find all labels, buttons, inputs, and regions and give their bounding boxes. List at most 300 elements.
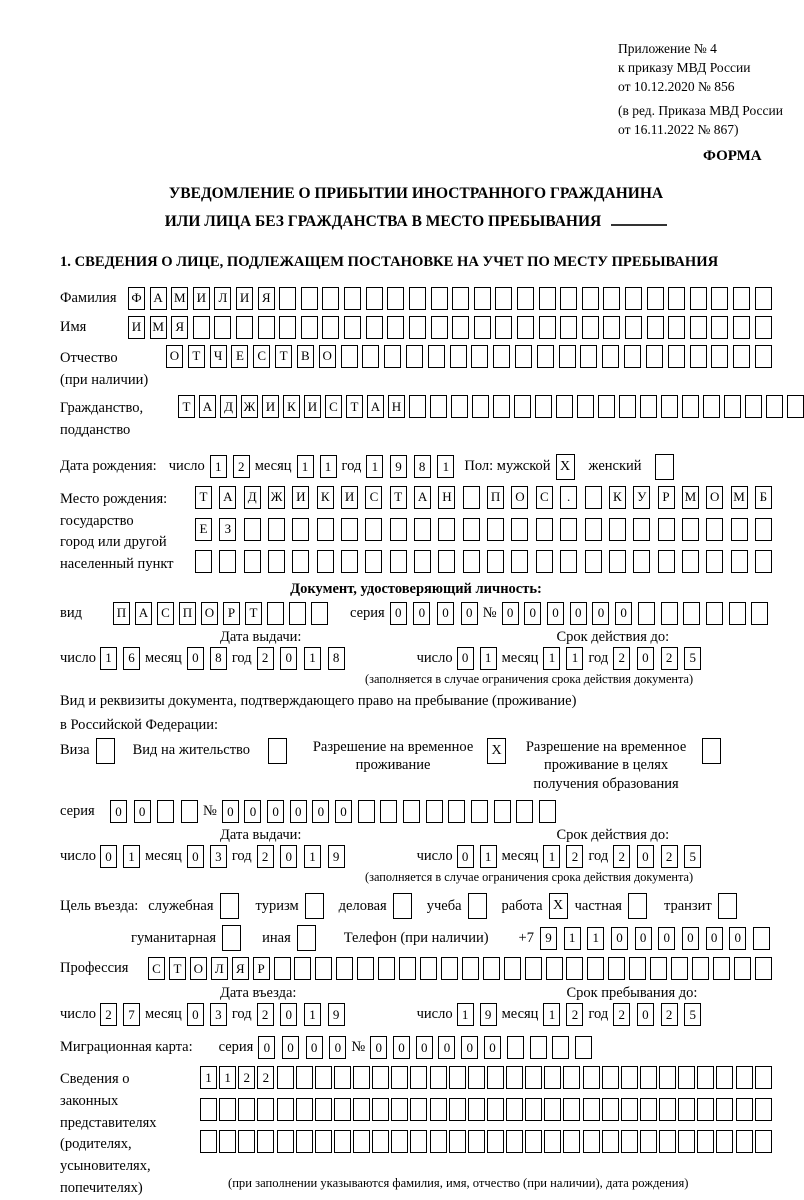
char-cell[interactable] (711, 345, 728, 368)
char-cell[interactable] (733, 287, 750, 310)
char-cell[interactable]: 0 (437, 602, 454, 625)
char-cell[interactable] (414, 518, 431, 541)
char-cell[interactable]: 1 (297, 455, 314, 478)
char-cell[interactable] (468, 1098, 485, 1121)
char-cell[interactable]: И (236, 287, 253, 310)
char-cell[interactable] (621, 1130, 638, 1153)
char-cell[interactable] (294, 957, 311, 980)
char-cell[interactable]: З (219, 518, 236, 541)
char-cell[interactable] (181, 800, 198, 823)
char-cell[interactable]: 2 (257, 647, 274, 670)
char-cell[interactable] (474, 316, 491, 339)
char-cell[interactable]: О (190, 957, 207, 980)
char-cell[interactable] (736, 1098, 753, 1121)
char-cell[interactable]: Т (188, 345, 205, 368)
char-cell[interactable] (317, 518, 334, 541)
char-cell[interactable] (506, 1098, 523, 1121)
char-cell[interactable] (659, 1098, 676, 1121)
char-cell[interactable]: 8 (210, 647, 227, 670)
char-cell[interactable] (619, 395, 636, 418)
visa-checkbox[interactable] (96, 738, 115, 764)
purpose-tourism-checkbox[interactable] (305, 893, 324, 919)
char-cell[interactable] (640, 1130, 657, 1153)
char-cell[interactable] (682, 550, 699, 573)
char-cell[interactable] (449, 1098, 466, 1121)
char-cell[interactable] (430, 1098, 447, 1121)
char-cell[interactable] (296, 1098, 313, 1121)
char-cell[interactable] (733, 316, 750, 339)
char-cell[interactable]: Р (223, 602, 240, 625)
char-cell[interactable] (678, 1130, 695, 1153)
entry-year-cells[interactable] (257, 1003, 345, 1026)
char-cell[interactable]: 1 (587, 927, 604, 950)
char-cell[interactable] (602, 1098, 619, 1121)
char-cell[interactable] (289, 602, 306, 625)
char-cell[interactable] (391, 1066, 408, 1089)
char-cell[interactable]: 0 (258, 1036, 275, 1059)
char-cell[interactable]: 1 (219, 1066, 236, 1089)
char-cell[interactable] (711, 287, 728, 310)
char-cell[interactable] (603, 316, 620, 339)
res-series-cells[interactable] (110, 800, 198, 823)
char-cell[interactable]: 0 (290, 800, 307, 823)
res-valid-year-cells[interactable] (613, 845, 701, 868)
char-cell[interactable] (658, 550, 675, 573)
char-cell[interactable] (755, 957, 772, 980)
char-cell[interactable]: 0 (329, 1036, 346, 1059)
char-cell[interactable] (430, 395, 447, 418)
char-cell[interactable] (236, 316, 253, 339)
char-cell[interactable]: С (365, 486, 382, 509)
char-cell[interactable] (585, 518, 602, 541)
char-cell[interactable] (451, 395, 468, 418)
char-cell[interactable] (755, 345, 772, 368)
stay-year-cells[interactable] (613, 1003, 701, 1026)
char-cell[interactable] (511, 550, 528, 573)
char-cell[interactable]: 2 (661, 647, 678, 670)
char-cell[interactable]: А (367, 395, 384, 418)
char-cell[interactable] (384, 345, 401, 368)
char-cell[interactable]: 2 (613, 1003, 630, 1026)
char-cell[interactable] (471, 800, 488, 823)
char-cell[interactable] (410, 1098, 427, 1121)
char-cell[interactable] (731, 518, 748, 541)
res-issue-year-cells[interactable] (257, 845, 345, 868)
char-cell[interactable]: М (150, 316, 167, 339)
char-cell[interactable] (609, 518, 626, 541)
char-cell[interactable] (430, 1066, 447, 1089)
char-cell[interactable] (621, 1098, 638, 1121)
char-cell[interactable] (353, 1066, 370, 1089)
char-cell[interactable]: 6 (123, 647, 140, 670)
char-cell[interactable] (609, 550, 626, 573)
char-cell[interactable] (366, 316, 383, 339)
char-cell[interactable]: 2 (566, 845, 583, 868)
char-cell[interactable] (661, 395, 678, 418)
char-cell[interactable] (193, 316, 210, 339)
char-cell[interactable] (410, 1130, 427, 1153)
char-cell[interactable]: 0 (413, 602, 430, 625)
char-cell[interactable]: 0 (658, 927, 675, 950)
char-cell[interactable] (659, 1130, 676, 1153)
char-cell[interactable] (334, 1098, 351, 1121)
char-cell[interactable] (583, 1098, 600, 1121)
char-cell[interactable] (274, 957, 291, 980)
char-cell[interactable] (563, 1098, 580, 1121)
char-cell[interactable]: Т (195, 486, 212, 509)
birth-year-cells[interactable] (366, 455, 454, 478)
char-cell[interactable]: А (150, 287, 167, 310)
char-cell[interactable]: В (297, 345, 314, 368)
char-cell[interactable]: Т (245, 602, 262, 625)
char-cell[interactable] (495, 287, 512, 310)
checkbox-cell[interactable]: X (556, 454, 575, 480)
char-cell[interactable] (650, 957, 667, 980)
char-cell[interactable] (258, 316, 275, 339)
char-cell[interactable] (366, 287, 383, 310)
char-cell[interactable] (633, 518, 650, 541)
char-cell[interactable]: 2 (238, 1066, 255, 1089)
char-cell[interactable]: 9 (328, 845, 345, 868)
char-cell[interactable] (487, 1066, 504, 1089)
char-cell[interactable] (646, 345, 663, 368)
char-cell[interactable] (157, 800, 174, 823)
char-cell[interactable]: А (414, 486, 431, 509)
char-cell[interactable]: 8 (414, 455, 431, 478)
char-cell[interactable] (322, 287, 339, 310)
char-cell[interactable] (406, 345, 423, 368)
char-cell[interactable]: 0 (312, 800, 329, 823)
char-cell[interactable]: 0 (267, 800, 284, 823)
char-cell[interactable]: 3 (210, 845, 227, 868)
entry-day-cells[interactable] (100, 1003, 140, 1026)
char-cell[interactable] (279, 287, 296, 310)
char-cell[interactable]: 9 (480, 1003, 497, 1026)
checkbox-cell[interactable] (655, 454, 674, 480)
char-cell[interactable] (257, 1098, 274, 1121)
char-cell[interactable] (219, 1130, 236, 1153)
char-cell[interactable]: О (166, 345, 183, 368)
char-cell[interactable]: 1 (304, 845, 321, 868)
char-cell[interactable] (560, 287, 577, 310)
doc-valid-month-cells[interactable] (543, 647, 583, 670)
char-cell[interactable] (598, 395, 615, 418)
char-cell[interactable] (409, 287, 426, 310)
char-cell[interactable]: 2 (100, 1003, 117, 1026)
char-cell[interactable]: 0 (637, 845, 654, 868)
residence-permit-checkbox[interactable] (268, 738, 287, 764)
char-cell[interactable]: 1 (437, 455, 454, 478)
mig-number-cells[interactable] (370, 1036, 592, 1059)
char-cell[interactable] (577, 395, 594, 418)
char-cell[interactable] (449, 1066, 466, 1089)
surname-cells[interactable] (128, 287, 772, 310)
char-cell[interactable] (474, 287, 491, 310)
char-cell[interactable]: 0 (635, 927, 652, 950)
char-cell[interactable] (602, 1066, 619, 1089)
purpose-transit-checkbox[interactable] (718, 893, 737, 919)
purpose-humanitarian-checkbox[interactable] (222, 925, 241, 951)
char-cell[interactable]: 9 (540, 927, 557, 950)
char-cell[interactable]: О (706, 486, 723, 509)
char-cell[interactable] (640, 1098, 657, 1121)
char-cell[interactable] (787, 395, 804, 418)
char-cell[interactable]: 9 (390, 455, 407, 478)
char-cell[interactable] (537, 345, 554, 368)
char-cell[interactable] (219, 1098, 236, 1121)
sex-female-checkbox[interactable] (655, 454, 674, 480)
char-cell[interactable] (244, 518, 261, 541)
char-cell[interactable] (506, 1066, 523, 1089)
char-cell[interactable]: Т (169, 957, 186, 980)
char-cell[interactable]: 0 (187, 647, 204, 670)
checkbox-cell[interactable] (718, 893, 737, 919)
char-cell[interactable]: И (341, 486, 358, 509)
char-cell[interactable] (583, 1130, 600, 1153)
char-cell[interactable]: И (292, 486, 309, 509)
char-cell[interactable]: 1 (457, 1003, 474, 1026)
char-cell[interactable]: 0 (484, 1036, 501, 1059)
char-cell[interactable] (544, 1098, 561, 1121)
char-cell[interactable] (566, 957, 583, 980)
char-cell[interactable] (487, 518, 504, 541)
char-cell[interactable] (713, 957, 730, 980)
char-cell[interactable]: 0 (187, 1003, 204, 1026)
char-cell[interactable] (755, 1066, 772, 1089)
char-cell[interactable] (560, 316, 577, 339)
res-valid-month-cells[interactable] (543, 845, 583, 868)
char-cell[interactable] (391, 1098, 408, 1121)
char-cell[interactable] (372, 1098, 389, 1121)
char-cell[interactable]: 2 (257, 1003, 274, 1026)
char-cell[interactable] (462, 957, 479, 980)
char-cell[interactable] (668, 287, 685, 310)
res-issue-day-cells[interactable] (100, 845, 140, 868)
char-cell[interactable] (516, 800, 533, 823)
char-cell[interactable] (703, 395, 720, 418)
char-cell[interactable] (315, 1066, 332, 1089)
char-cell[interactable] (585, 550, 602, 573)
char-cell[interactable]: Е (231, 345, 248, 368)
char-cell[interactable] (582, 287, 599, 310)
char-cell[interactable] (403, 800, 420, 823)
char-cell[interactable]: 0 (244, 800, 261, 823)
doc-valid-year-cells[interactable] (613, 647, 701, 670)
char-cell[interactable] (755, 287, 772, 310)
char-cell[interactable]: 1 (543, 845, 560, 868)
char-cell[interactable]: 0 (637, 1003, 654, 1026)
checkbox-cell[interactable]: X (549, 893, 568, 919)
char-cell[interactable]: О (319, 345, 336, 368)
char-cell[interactable] (697, 1130, 714, 1153)
char-cell[interactable]: П (179, 602, 196, 625)
char-cell[interactable]: 1 (564, 927, 581, 950)
char-cell[interactable]: 0 (110, 800, 127, 823)
char-cell[interactable] (668, 316, 685, 339)
char-cell[interactable]: К (317, 486, 334, 509)
char-cell[interactable]: 0 (611, 927, 628, 950)
char-cell[interactable]: 1 (210, 455, 227, 478)
char-cell[interactable] (468, 1066, 485, 1089)
char-cell[interactable] (706, 550, 723, 573)
char-cell[interactable] (238, 1130, 255, 1153)
char-cell[interactable] (341, 518, 358, 541)
char-cell[interactable] (539, 800, 556, 823)
char-cell[interactable] (560, 550, 577, 573)
char-cell[interactable]: 0 (335, 800, 352, 823)
char-cell[interactable] (640, 395, 657, 418)
char-cell[interactable] (658, 518, 675, 541)
char-cell[interactable]: У (633, 486, 650, 509)
char-cell[interactable] (257, 1130, 274, 1153)
representatives-cells-row3[interactable] (200, 1130, 772, 1153)
char-cell[interactable]: 0 (524, 602, 541, 625)
char-cell[interactable]: Ж (241, 395, 258, 418)
char-cell[interactable] (357, 957, 374, 980)
char-cell[interactable] (353, 1130, 370, 1153)
char-cell[interactable] (556, 395, 573, 418)
char-cell[interactable]: О (511, 486, 528, 509)
char-cell[interactable]: 7 (123, 1003, 140, 1026)
char-cell[interactable]: 0 (457, 647, 474, 670)
char-cell[interactable] (315, 1130, 332, 1153)
char-cell[interactable] (268, 518, 285, 541)
name-cells[interactable] (128, 316, 772, 339)
char-cell[interactable] (755, 518, 772, 541)
char-cell[interactable] (277, 1098, 294, 1121)
char-cell[interactable]: 0 (457, 845, 474, 868)
char-cell[interactable]: И (262, 395, 279, 418)
char-cell[interactable] (336, 957, 353, 980)
checkbox-cell[interactable]: X (487, 738, 506, 764)
char-cell[interactable] (585, 486, 602, 509)
char-cell[interactable] (296, 1066, 313, 1089)
char-cell[interactable]: 0 (461, 1036, 478, 1059)
char-cell[interactable]: А (135, 602, 152, 625)
char-cell[interactable] (560, 518, 577, 541)
char-cell[interactable] (536, 518, 553, 541)
doc-type-cells[interactable] (113, 602, 328, 625)
char-cell[interactable]: И (304, 395, 321, 418)
char-cell[interactable] (362, 345, 379, 368)
char-cell[interactable]: 2 (613, 647, 630, 670)
char-cell[interactable]: 1 (320, 455, 337, 478)
char-cell[interactable] (682, 518, 699, 541)
char-cell[interactable] (452, 287, 469, 310)
char-cell[interactable] (525, 1066, 542, 1089)
char-cell[interactable] (661, 602, 678, 625)
doc-issue-year-cells[interactable] (257, 647, 345, 670)
char-cell[interactable]: С (253, 345, 270, 368)
char-cell[interactable] (633, 550, 650, 573)
char-cell[interactable] (463, 518, 480, 541)
char-cell[interactable] (428, 345, 445, 368)
char-cell[interactable] (430, 1130, 447, 1153)
char-cell[interactable]: 0 (370, 1036, 387, 1059)
representatives-cells-row1[interactable] (200, 1066, 772, 1089)
char-cell[interactable] (678, 1098, 695, 1121)
char-cell[interactable] (301, 316, 318, 339)
char-cell[interactable] (279, 316, 296, 339)
char-cell[interactable] (525, 1130, 542, 1153)
char-cell[interactable] (200, 1098, 217, 1121)
char-cell[interactable] (621, 1066, 638, 1089)
char-cell[interactable] (487, 550, 504, 573)
birthplace-cells-row1[interactable] (195, 486, 772, 509)
edu-residence-checkbox[interactable] (702, 738, 721, 764)
char-cell[interactable]: 2 (257, 1066, 274, 1089)
char-cell[interactable] (494, 800, 511, 823)
char-cell[interactable]: Т (346, 395, 363, 418)
purpose-business-checkbox[interactable] (393, 893, 412, 919)
char-cell[interactable] (448, 800, 465, 823)
char-cell[interactable] (716, 1098, 733, 1121)
char-cell[interactable]: Ч (210, 345, 227, 368)
char-cell[interactable] (517, 316, 534, 339)
char-cell[interactable] (602, 1130, 619, 1153)
char-cell[interactable]: 0 (100, 845, 117, 868)
char-cell[interactable]: Я (258, 287, 275, 310)
char-cell[interactable] (292, 518, 309, 541)
char-cell[interactable] (697, 1098, 714, 1121)
char-cell[interactable]: П (487, 486, 504, 509)
char-cell[interactable]: Р (253, 957, 270, 980)
char-cell[interactable] (390, 550, 407, 573)
char-cell[interactable] (580, 345, 597, 368)
char-cell[interactable] (410, 1066, 427, 1089)
checkbox-cell[interactable] (468, 893, 487, 919)
char-cell[interactable] (344, 287, 361, 310)
char-cell[interactable]: К (283, 395, 300, 418)
char-cell[interactable] (659, 1066, 676, 1089)
entry-month-cells[interactable] (187, 1003, 227, 1026)
char-cell[interactable] (711, 316, 728, 339)
char-cell[interactable] (515, 345, 532, 368)
char-cell[interactable]: Д (220, 395, 237, 418)
doc-series-cells[interactable] (390, 602, 478, 625)
char-cell[interactable]: 1 (200, 1066, 217, 1089)
char-cell[interactable]: 1 (480, 647, 497, 670)
char-cell[interactable] (587, 957, 604, 980)
purpose-work-checkbox[interactable] (549, 893, 568, 919)
char-cell[interactable] (277, 1130, 294, 1153)
char-cell[interactable] (426, 800, 443, 823)
char-cell[interactable]: 0 (682, 927, 699, 950)
char-cell[interactable] (387, 287, 404, 310)
char-cell[interactable] (399, 957, 416, 980)
char-cell[interactable] (452, 316, 469, 339)
purpose-study-checkbox[interactable] (468, 893, 487, 919)
char-cell[interactable]: 0 (280, 845, 297, 868)
char-cell[interactable]: 2 (661, 1003, 678, 1026)
char-cell[interactable] (468, 1130, 485, 1153)
char-cell[interactable] (277, 1066, 294, 1089)
char-cell[interactable] (668, 345, 685, 368)
char-cell[interactable] (745, 395, 762, 418)
char-cell[interactable]: 3 (210, 1003, 227, 1026)
char-cell[interactable] (438, 550, 455, 573)
char-cell[interactable] (731, 550, 748, 573)
char-cell[interactable] (625, 316, 642, 339)
char-cell[interactable] (546, 957, 563, 980)
char-cell[interactable] (603, 287, 620, 310)
char-cell[interactable] (733, 345, 750, 368)
char-cell[interactable] (507, 1036, 524, 1059)
char-cell[interactable] (755, 1098, 772, 1121)
char-cell[interactable] (563, 1066, 580, 1089)
char-cell[interactable] (736, 1130, 753, 1153)
char-cell[interactable] (678, 1066, 695, 1089)
